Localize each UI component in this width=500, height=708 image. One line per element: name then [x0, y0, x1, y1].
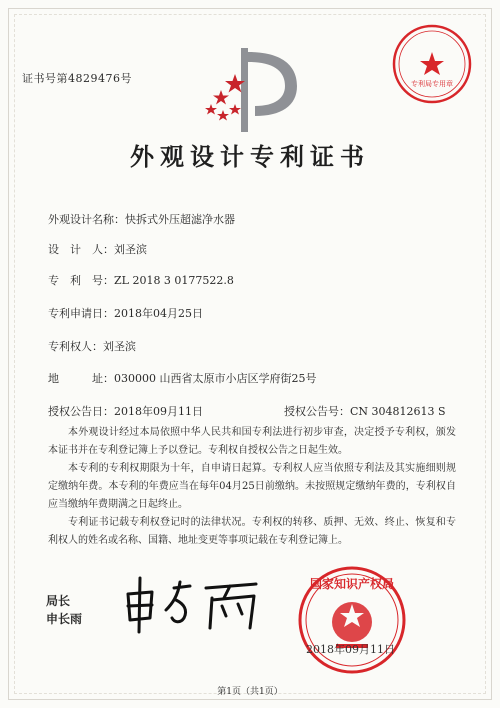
grant-date-row — [48, 403, 203, 419]
address-label: 地 址： — [48, 372, 114, 385]
grant-number-label: 授权公告号： — [284, 405, 350, 418]
national-ip-seal-text: 国家知识产权局 — [309, 577, 395, 591]
design-name-row — [48, 211, 235, 227]
body-paragraph-1: 本外观设计经过本局依照中华人民共和国专利法进行初步审查，决定授予专利权，颁发本证书并在专利登记簿上予以登记。专利权自授权公告之日起生效。 — [48, 427, 456, 456]
grant-date-label: 授权公告日： — [48, 405, 114, 418]
signatory-title: 局长 — [46, 594, 71, 608]
signatory — [46, 592, 82, 628]
national-ip-seal — [296, 564, 408, 676]
address-value: 030000 山西省太原市小店区学府街25号 — [114, 372, 317, 385]
patent-number-row — [48, 272, 234, 288]
filing-date-row — [48, 305, 203, 321]
certificate-number: 证书号第4829476号 — [22, 72, 132, 85]
patentee-row — [48, 338, 136, 354]
grant-number-value: CN 304812613 S — [350, 405, 446, 418]
body-paragraph-2: 本专利的专利权期限为十年，自申请日起算。专利权人应当依照专利法及其实施细则规定缴纳年费。本专利的年费应当在每年04月25日前缴纳。未按照规定缴纳年费的，专利权自应当缴纳年费期满之日起终止。 — [48, 463, 456, 510]
patentee-value: 刘圣滨 — [103, 340, 136, 353]
signatory-name: 申长雨 — [46, 612, 83, 626]
designer-value: 刘圣滨 — [114, 243, 147, 256]
agency-seal-text: 专利局专用章 — [411, 80, 453, 88]
agency-seal — [390, 22, 474, 106]
seal-date: 2018年09月11日 — [306, 643, 395, 656]
design-name-label: 外观设计名称： — [48, 213, 125, 226]
design-name-value: 快拆式外压超滤净水器 — [125, 213, 235, 226]
patent-number-label: 专 利 号： — [48, 274, 114, 287]
address-row — [48, 370, 316, 386]
certificate-body — [48, 424, 456, 550]
certificate-title: 外观设计专利证书 — [130, 142, 370, 171]
handwritten-signature — [118, 574, 268, 634]
filing-date-value: 2018年04月25日 — [114, 307, 203, 320]
patent-number-value: ZL 2018 3 0177522.8 — [114, 274, 234, 287]
designer-label: 设 计 人： — [48, 243, 114, 256]
designer-row — [48, 241, 147, 257]
body-paragraph-3: 专利证书记载专利权登记时的法律状况。专利权的转移、质押、无效、终止、恢复和专利权人的姓名或名称、国籍、地址变更等事项记载在专利登记簿上。 — [48, 517, 456, 546]
grant-date-value: 2018年09月11日 — [114, 405, 203, 418]
grant-number-row — [284, 403, 446, 419]
patentee-label: 专利权人： — [48, 340, 103, 353]
patent-office-logo — [193, 46, 303, 138]
filing-date-label: 专利申请日： — [48, 307, 114, 320]
page-footer: 第1页（共1页） — [217, 687, 283, 697]
